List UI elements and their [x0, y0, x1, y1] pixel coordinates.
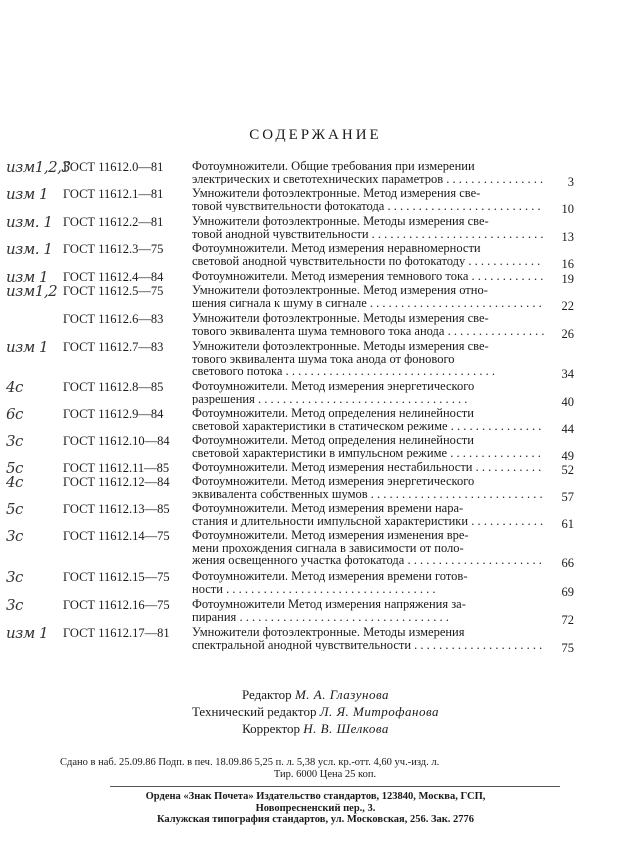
imprint-line-2: Тир. 6000 Цена 25 коп. — [273, 769, 377, 780]
standard-title — [192, 284, 544, 309]
gost-number: ГОСТ 11612.13—85 — [63, 502, 170, 516]
standard-title — [192, 475, 544, 500]
title-line: стания и длительности импульсной характеристики . . . — [192, 515, 544, 528]
title-line: шения сигнала к шуму в сигнале . . . — [192, 297, 544, 310]
page-number: 34 — [561, 367, 574, 382]
title-line: Фотоумножители. Метод определения нелинейности — [192, 434, 474, 447]
title-line: спектральной анодной чувствительности . . . — [192, 639, 544, 652]
standard-title — [192, 312, 544, 337]
page-number: 61 — [561, 516, 574, 531]
title-line: светового потока . . . — [192, 365, 544, 378]
title-line: Умножители фотоэлектронные. Методы измерения — [192, 626, 465, 639]
handwritten-note: изм 1 — [6, 268, 49, 286]
handwritten-note: 3с — [6, 527, 23, 545]
tech-editor-name: Л. Я. Митрофанова — [319, 704, 440, 719]
handwritten-note: изм 1 — [6, 624, 49, 642]
gost-number: ГОСТ 11612.6—83 — [63, 312, 164, 326]
corrector-line — [0, 720, 631, 737]
title-line: Умножители фотоэлектронные. Методы измерения све- — [192, 215, 489, 228]
handwritten-note: изм. 1 — [6, 213, 53, 231]
page-number: 40 — [561, 394, 574, 409]
title-line: товой анодной чувствительности . . . — [192, 228, 544, 241]
standard-title — [192, 461, 544, 474]
credits — [0, 686, 631, 737]
standard-title — [192, 270, 544, 283]
handwritten-note: изм. 1 — [6, 240, 53, 258]
title-line: электрических и светотехнических параметров . . . — [192, 173, 544, 186]
handwritten-note: 6с — [6, 405, 23, 423]
title-line: Умножители фотоэлектронные. Метод измерения све- — [192, 187, 481, 200]
standard-title — [192, 407, 544, 432]
title-line: Фотоумножители. Метод измерения энергетического — [192, 380, 475, 393]
tech-editor-line — [0, 703, 631, 720]
page-number: 75 — [561, 640, 574, 655]
standard-title — [192, 529, 544, 567]
gost-number: ГОСТ 11612.0—81 — [63, 160, 164, 174]
publisher-line-1: Ордена «Знак Почета» Издательство стандартов, 123840, Москва, ГСП, — [145, 791, 486, 802]
title-line: жения освещенного участка фотокатода . . . — [192, 554, 544, 567]
page-number: 69 — [561, 584, 574, 599]
title-line: Фотоумножители. Метод измерения изменения вре- — [192, 529, 469, 542]
title-line: Фотоумножители Метод измерения напряжения за- — [192, 598, 466, 611]
gost-number: ГОСТ 11612.17—81 — [63, 626, 170, 640]
publisher — [0, 791, 631, 826]
title-line: Фотоумножители. Метод измерения времени нара- — [192, 502, 464, 515]
standard-title — [192, 242, 544, 267]
gost-number: ГОСТ 11612.16—75 — [63, 598, 170, 612]
page-number: 10 — [561, 201, 574, 216]
title-line: эквивалента собственных шумов . . . — [192, 488, 544, 501]
handwritten-note: 5с — [6, 500, 23, 518]
standard-title — [192, 340, 544, 378]
page-title: СОДЕРЖАНИЕ — [249, 127, 382, 143]
editor-role: Редактор — [241, 687, 292, 702]
title-line: световой анодной чувствительности по фотокатоду . . . — [192, 255, 544, 268]
page-number: 19 — [561, 272, 574, 286]
handwritten-note: 3с — [6, 568, 23, 586]
standard-title — [192, 570, 544, 595]
title-line: ности . . . — [192, 583, 544, 596]
page-number: 72 — [561, 612, 574, 627]
title-line: Фотоумножители. Метод измерения энергетического — [192, 475, 475, 488]
title-line: Фотоумножители. Общие требования при измерении — [192, 160, 475, 173]
standard-title — [192, 626, 544, 651]
gost-number: ГОСТ 11612.9—84 — [63, 407, 164, 421]
gost-number: ГОСТ 11612.14—75 — [63, 529, 170, 543]
title-line: Умножители фотоэлектронные. Методы измерения све- — [192, 340, 489, 353]
handwritten-note: 3с — [6, 596, 23, 614]
handwritten-note: изм1,2,3 — [6, 158, 71, 176]
page-number: 3 — [567, 174, 574, 189]
standard-title — [192, 502, 544, 527]
page-number: 16 — [561, 256, 574, 271]
title-line: Фотоумножители. Метод измерения темнового тока . . . — [192, 270, 544, 283]
corrector-role: Корректор — [242, 721, 301, 736]
handwritten-note: изм1,2 — [6, 282, 58, 300]
handwritten-note: 5с — [6, 459, 23, 477]
page-number: 49 — [561, 448, 574, 463]
gost-number: ГОСТ 11612.4—84 — [63, 270, 164, 284]
title-line: Фотоумножители. Метод измерения неравномерности — [192, 242, 481, 255]
title-line: мени прохождения сигнала в зависимости от поло- — [192, 541, 464, 555]
title-line: Фотоумножители. Метод определения нелинейности — [192, 407, 474, 420]
standard-title — [192, 187, 544, 212]
standard-title — [192, 215, 544, 240]
title-line: световой характеристики в импульсном режиме . . . — [192, 447, 544, 460]
title-line: Умножители фотоэлектронные. Методы измерения све- — [192, 312, 489, 325]
gost-number: ГОСТ 11612.8—85 — [63, 380, 164, 394]
title-line: тового эквивалента шума тока анода от фонового — [192, 352, 455, 366]
title-line: товой чувствительности фотокатода . . . — [192, 200, 544, 213]
publisher-line-3: Калужская типография стандартов, ул. Московская, 256. Зак. 2776 — [156, 814, 475, 825]
gost-number: ГОСТ 11612.11—85 — [63, 461, 170, 475]
title-line: Фотоумножители. Метод измерения времени готов- — [192, 570, 468, 583]
standard-title — [192, 160, 544, 185]
editor-line — [0, 686, 631, 703]
handwritten-note: изм 1 — [6, 338, 49, 356]
standard-title — [192, 598, 544, 623]
standard-title — [192, 434, 544, 459]
title-line: разрешения . . . — [192, 393, 544, 406]
divider — [110, 786, 560, 787]
gost-number: ГОСТ 11612.10—84 — [63, 434, 170, 448]
corrector-name: Н. В. Шелкова — [303, 721, 389, 736]
gost-number: ГОСТ 11612.7—83 — [63, 340, 164, 354]
gost-number: ГОСТ 11612.3—75 — [63, 242, 164, 256]
page-number: 13 — [561, 229, 574, 244]
publisher-line-2: Новопресненский пер., 3. — [255, 802, 376, 814]
handwritten-note: 4с — [6, 378, 23, 396]
handwritten-note: изм 1 — [6, 185, 49, 203]
gost-number: ГОСТ 11612.1—81 — [63, 187, 164, 201]
standard-title — [192, 380, 544, 405]
imprint-line-1: Сдано в наб. 25.09.86 Подп. в печ. 18.09.86 5,25 п. л. 5,38 усл. кр.-отт. 4,60 уч.-изд. л. — [60, 757, 440, 768]
title-line: тового эквивалента шума темнового тока анода . . . — [192, 325, 544, 338]
imprint — [60, 757, 590, 781]
title-line: световой характеристики в статическом режиме . . . — [192, 420, 544, 433]
title-line: Умножители фотоэлектронные. Метод измерения отно- — [192, 284, 488, 297]
page-number: 66 — [561, 556, 574, 571]
editor-name: М. А. Глазунова — [294, 687, 389, 702]
page-number: 26 — [561, 326, 574, 341]
handwritten-note: 4с — [6, 473, 23, 491]
gost-number: ГОСТ 11612.15—75 — [63, 570, 170, 584]
page-number: 57 — [561, 489, 574, 504]
title-line: Фотоумножители. Метод измерения нестабильности . . . — [192, 461, 544, 474]
page-number: 22 — [561, 298, 574, 313]
page-number: 44 — [561, 421, 574, 436]
page-number: 52 — [561, 463, 574, 477]
gost-number: ГОСТ 11612.12—84 — [63, 475, 170, 489]
gost-number: ГОСТ 11612.2—81 — [63, 215, 164, 229]
tech-editor-role: Технический редактор — [191, 704, 317, 719]
gost-number: ГОСТ 11612.5—75 — [63, 284, 164, 298]
title-line: пирания . . . — [192, 611, 544, 624]
handwritten-note: 3с — [6, 432, 23, 450]
